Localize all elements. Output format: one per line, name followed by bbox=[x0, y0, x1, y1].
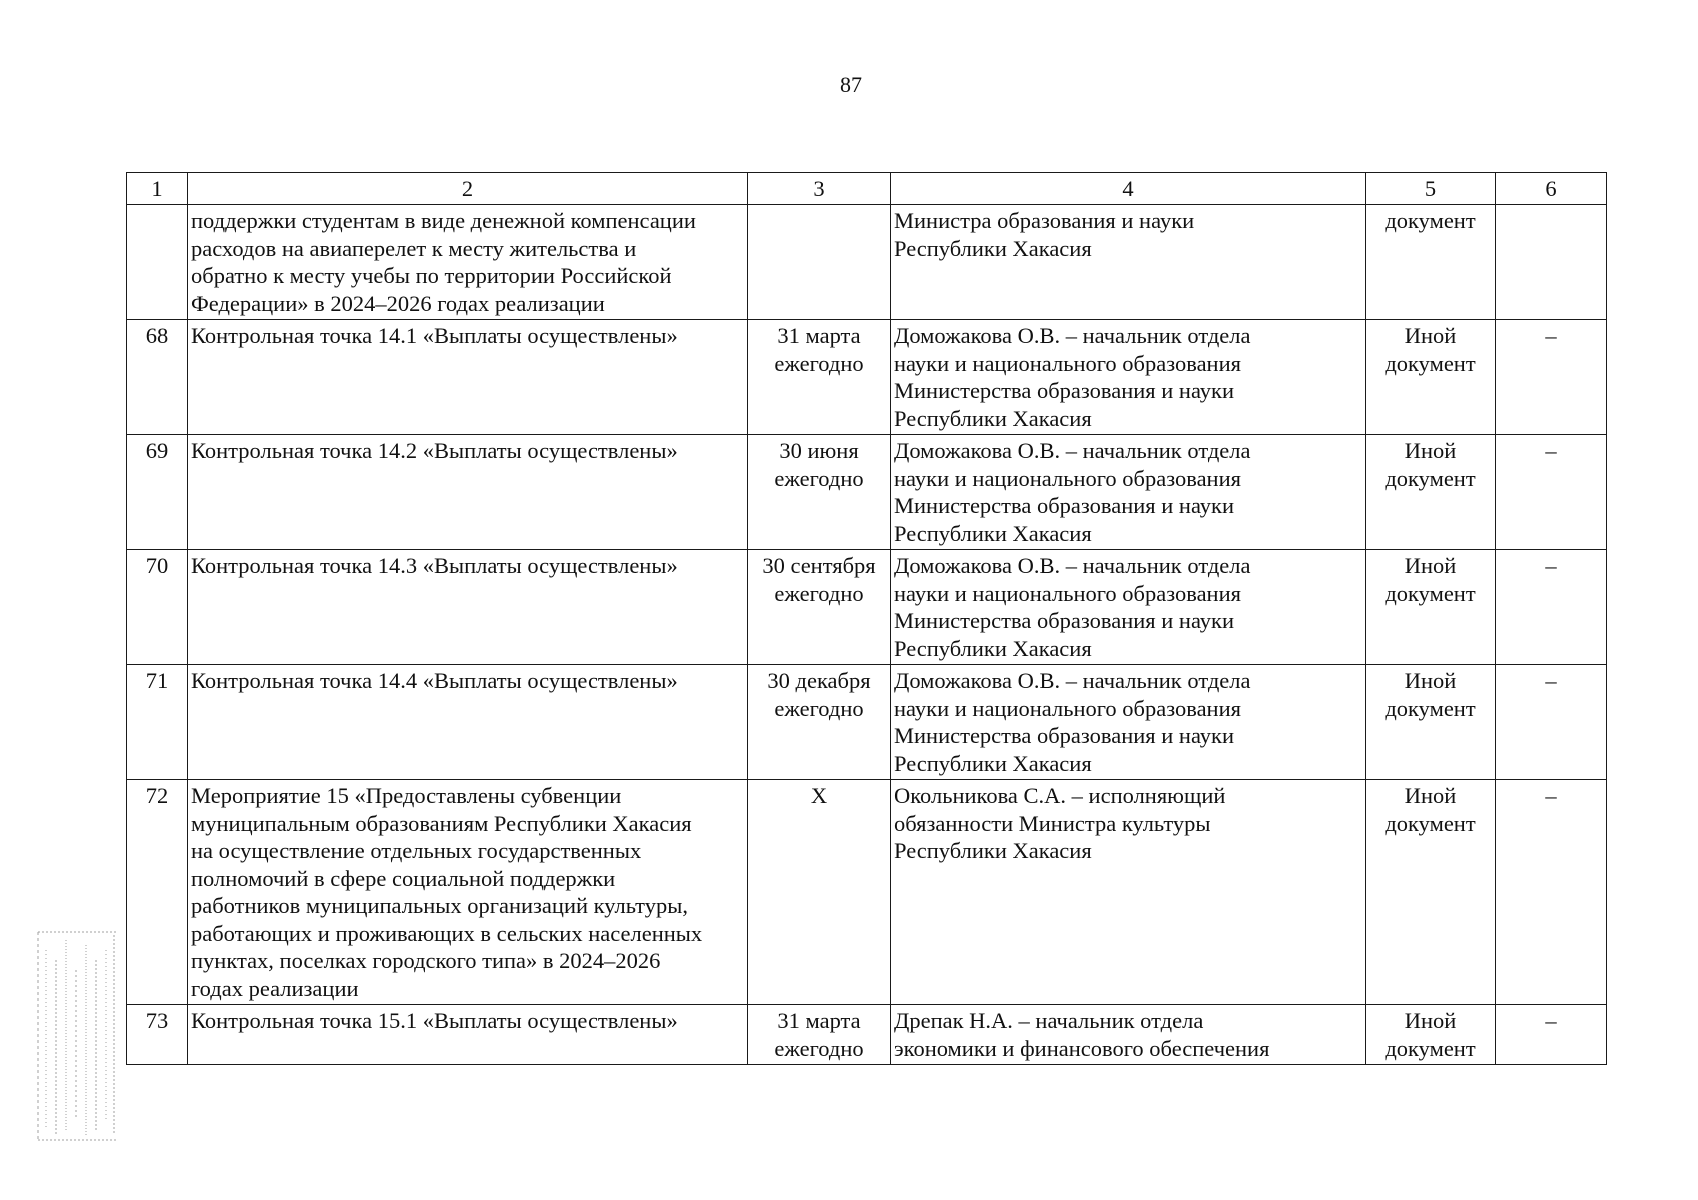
row-document-line: документ bbox=[1385, 1035, 1476, 1061]
row-document-line: документ bbox=[1385, 208, 1476, 233]
row-responsible-line: Республики Хакасия bbox=[894, 520, 1092, 546]
row-name-line: годах реализации bbox=[191, 975, 359, 1001]
row-name-line: полномочий в сфере социальной поддержки bbox=[191, 865, 616, 891]
row-responsible-line: Министерства образования и науки bbox=[894, 723, 1235, 748]
row-document-line: Иной bbox=[1404, 438, 1457, 463]
row-responsible-cell bbox=[891, 665, 1366, 780]
row-name-cell bbox=[188, 550, 748, 665]
row-responsible-line: Министра образования и науки bbox=[894, 208, 1195, 233]
row-number-cell: 71 bbox=[127, 665, 188, 780]
row-name-line: Контрольная точка 14.2 «Выплаты осуществлены» bbox=[191, 438, 678, 463]
row-document-line: документ bbox=[1385, 810, 1476, 836]
row-document-line: Иной bbox=[1404, 668, 1457, 693]
row-term-line: Х bbox=[810, 783, 828, 808]
row-document-cell bbox=[1366, 1005, 1496, 1065]
row-number-cell: 69 bbox=[127, 435, 188, 550]
row-info-cell: – bbox=[1496, 665, 1607, 780]
row-term-line: ежегодно bbox=[774, 350, 864, 376]
row-responsible-line: Дрепак Н.А. – начальник отдела bbox=[894, 1008, 1204, 1033]
row-responsible-cell bbox=[891, 205, 1366, 320]
row-term-cell bbox=[748, 550, 891, 665]
row-document-cell bbox=[1366, 550, 1496, 665]
row-document-cell bbox=[1366, 320, 1496, 435]
row-name-line: Контрольная точка 14.4 «Выплаты осуществлены» bbox=[191, 668, 678, 693]
row-name-line: работников муниципальных организаций культуры, bbox=[191, 893, 688, 918]
row-name-cell bbox=[188, 665, 748, 780]
row-name-line: Контрольная точка 14.3 «Выплаты осуществлены» bbox=[191, 553, 678, 578]
header-col-2: 2 bbox=[188, 173, 748, 205]
row-name-line: муниципальным образованиям Республики Хакасия bbox=[191, 810, 692, 836]
table-row bbox=[127, 320, 1607, 435]
row-name-cell bbox=[188, 1005, 748, 1065]
row-document-line: документ bbox=[1385, 580, 1476, 606]
row-term-cell bbox=[748, 320, 891, 435]
row-name-line: Контрольная точка 14.1 «Выплаты осуществлены» bbox=[191, 323, 678, 348]
row-term-line: 31 марта bbox=[777, 1008, 861, 1033]
table-row bbox=[127, 550, 1607, 665]
row-responsible-cell bbox=[891, 550, 1366, 665]
row-document-cell bbox=[1366, 205, 1496, 320]
header-col-1: 1 bbox=[127, 173, 188, 205]
row-responsible-line: Доможакова О.В. – начальник отдела bbox=[894, 553, 1251, 578]
row-number-cell: 72 bbox=[127, 780, 188, 1005]
row-responsible-line: Республики Хакасия bbox=[894, 838, 1092, 863]
row-responsible-line: Республики Хакасия bbox=[894, 405, 1092, 431]
row-responsible-cell bbox=[891, 320, 1366, 435]
row-name-cell bbox=[188, 435, 748, 550]
row-name-cell bbox=[188, 205, 748, 320]
row-name-cell bbox=[188, 320, 748, 435]
row-responsible-line: Министерства образования и науки bbox=[894, 493, 1235, 518]
row-term-line: ежегодно bbox=[774, 1035, 864, 1061]
schedule-table bbox=[126, 172, 1607, 1065]
row-term-cell bbox=[748, 780, 891, 1005]
row-name-line: Федерации» в 2024–2026 годах реализации bbox=[191, 290, 605, 316]
header-col-5: 5 bbox=[1366, 173, 1496, 205]
row-term-line: 30 декабря bbox=[767, 668, 871, 693]
header-col-6: 6 bbox=[1496, 173, 1607, 205]
header-col-4: 4 bbox=[891, 173, 1366, 205]
row-name-line: Мероприятие 15 «Предоставлены субвенции bbox=[191, 783, 622, 808]
row-term-cell bbox=[748, 205, 891, 320]
row-info-cell: – bbox=[1496, 1005, 1607, 1065]
row-name-line: поддержки студентам в виде денежной компенсации bbox=[191, 208, 696, 233]
row-responsible-line: науки и национального образования bbox=[894, 580, 1241, 606]
row-number-cell: 68 bbox=[127, 320, 188, 435]
row-document-line: Иной bbox=[1404, 1008, 1457, 1033]
row-responsible-line: Доможакова О.В. – начальник отдела bbox=[894, 323, 1251, 348]
row-info-cell: – bbox=[1496, 550, 1607, 665]
row-term-line: 30 июня bbox=[779, 438, 859, 463]
row-responsible-line: Республики Хакасия bbox=[894, 750, 1092, 776]
row-responsible-line: Доможакова О.В. – начальник отдела bbox=[894, 438, 1251, 463]
row-info-cell: – bbox=[1496, 320, 1607, 435]
row-term-line: 30 сентября bbox=[762, 553, 876, 578]
row-name-line: Контрольная точка 15.1 «Выплаты осуществлены» bbox=[191, 1008, 678, 1033]
row-name-line: расходов на авиаперелет к месту жительства и bbox=[191, 235, 637, 261]
row-document-cell bbox=[1366, 435, 1496, 550]
row-term-line: ежегодно bbox=[774, 695, 864, 721]
registration-stamp bbox=[36, 930, 118, 1142]
row-responsible-cell bbox=[891, 780, 1366, 1005]
row-responsible-line: экономики и финансового обеспечения bbox=[894, 1035, 1270, 1061]
header-col-3: 3 bbox=[748, 173, 891, 205]
row-document-line: документ bbox=[1385, 465, 1476, 491]
row-responsible-cell bbox=[891, 435, 1366, 550]
row-info-cell bbox=[1496, 205, 1607, 320]
row-responsible-cell bbox=[891, 1005, 1366, 1065]
row-info-cell: – bbox=[1496, 435, 1607, 550]
row-term-cell bbox=[748, 1005, 891, 1065]
row-responsible-line: Министерства образования и науки bbox=[894, 378, 1235, 403]
row-name-line: обратно к месту учебы по территории Российской bbox=[191, 263, 672, 288]
row-term-line: ежегодно bbox=[774, 580, 864, 606]
table-row bbox=[127, 435, 1607, 550]
row-responsible-line: науки и национального образования bbox=[894, 465, 1241, 491]
page-number: 87 bbox=[840, 72, 862, 97]
row-document-line: Иной bbox=[1404, 323, 1457, 348]
row-term-line: 31 марта bbox=[777, 323, 861, 348]
row-document-line: Иной bbox=[1404, 783, 1457, 808]
row-responsible-line: науки и национального образования bbox=[894, 695, 1241, 721]
row-responsible-line: обязанности Министра культуры bbox=[894, 810, 1211, 836]
table-row bbox=[127, 205, 1607, 320]
row-number-cell: 73 bbox=[127, 1005, 188, 1065]
row-responsible-line: Министерства образования и науки bbox=[894, 608, 1235, 633]
row-document-cell bbox=[1366, 665, 1496, 780]
table-row bbox=[127, 665, 1607, 780]
row-info-cell: – bbox=[1496, 780, 1607, 1005]
table-row bbox=[127, 780, 1607, 1005]
row-name-line: на осуществление отдельных государственных bbox=[191, 838, 642, 863]
row-document-cell bbox=[1366, 780, 1496, 1005]
row-term-line: ежегодно bbox=[774, 465, 864, 491]
row-responsible-line: Доможакова О.В. – начальник отдела bbox=[894, 668, 1251, 693]
row-responsible-line: Республики Хакасия bbox=[894, 635, 1092, 661]
row-document-line: документ bbox=[1385, 695, 1476, 721]
row-name-line: работающих и проживающих в сельских населенных bbox=[191, 920, 703, 946]
table-row bbox=[127, 1005, 1607, 1065]
table-header-row bbox=[127, 173, 1607, 205]
row-document-line: Иной bbox=[1404, 553, 1457, 578]
row-name-line: пунктах, поселках городского типа» в 2024–2026 bbox=[191, 948, 661, 973]
row-responsible-line: Окольникова С.А. – исполняющий bbox=[894, 783, 1226, 808]
row-document-line: документ bbox=[1385, 350, 1476, 376]
row-responsible-line: Республики Хакасия bbox=[894, 235, 1092, 261]
row-term-cell bbox=[748, 435, 891, 550]
row-term-cell bbox=[748, 665, 891, 780]
row-name-cell bbox=[188, 780, 748, 1005]
row-number-cell bbox=[127, 205, 188, 320]
row-responsible-line: науки и национального образования bbox=[894, 350, 1241, 376]
row-number-cell: 70 bbox=[127, 550, 188, 665]
